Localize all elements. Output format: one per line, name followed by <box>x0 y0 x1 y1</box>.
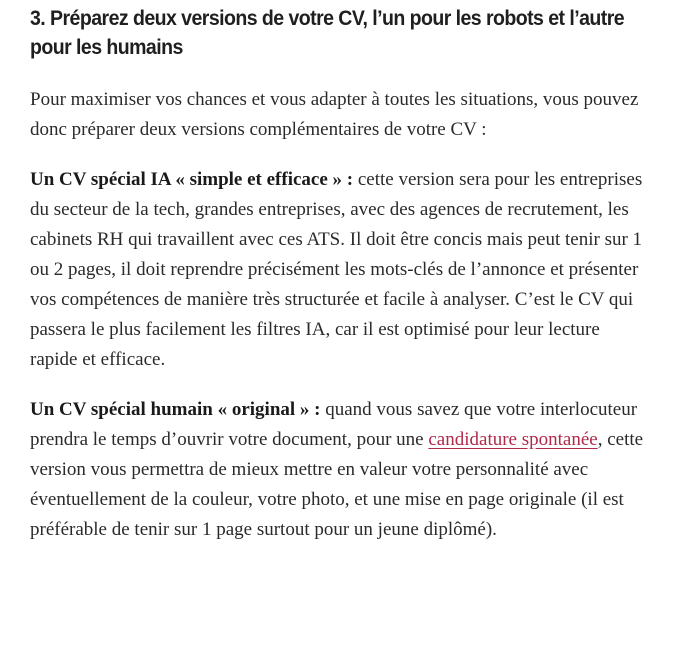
section-heading: 3. Préparez deux versions de votre CV, l’un pour les robots et l’autre pour les humains <box>30 7 625 59</box>
cv-ia-label: Un CV spécial IA « simple et efficace » : <box>30 169 354 190</box>
cv-humain-paragraph <box>30 395 650 545</box>
cv-ia-paragraph <box>30 165 650 375</box>
cv-ia-text: cette version sera pour les entreprises du secteur de la tech, grandes entreprises, avec des agences de recrutement, les cabinets RH qui travaillent avec ces ATS. Il doit être concis mais peut tenir sur 1 ou 2 pages, il doit reprendre précisément les mots-clés de l’annonce et présenter vos compétences de manière très structurée et facile à analyser. C’est le CV qui passera le plus facilement les filtres IA, car il est optimisé pour leur lecture rapide et efficace. <box>30 169 643 370</box>
cv-humain-text-after: , cette version vous permettra de mieux mettre en valeur votre personnalité avec éventuellement de la couleur, votre photo, et une mise en page originale (il est préférable de tenir sur 1 page surtout pour un jeune diplômé). <box>30 429 644 540</box>
candidature-spontanee-link[interactable]: candidature spontanée <box>428 429 598 450</box>
article-section <box>30 4 650 565</box>
intro-paragraph: Pour maximiser vos chances et vous adapter à toutes les situations, vous pouvez donc préparer deux versions complémentaires de votre CV : <box>30 89 639 140</box>
cv-humain-text-before: quand vous savez que votre interlocuteur prendra le temps d’ouvrir votre document, pour une <box>30 399 638 450</box>
cv-humain-label: Un CV spécial humain « original » : <box>30 399 321 420</box>
